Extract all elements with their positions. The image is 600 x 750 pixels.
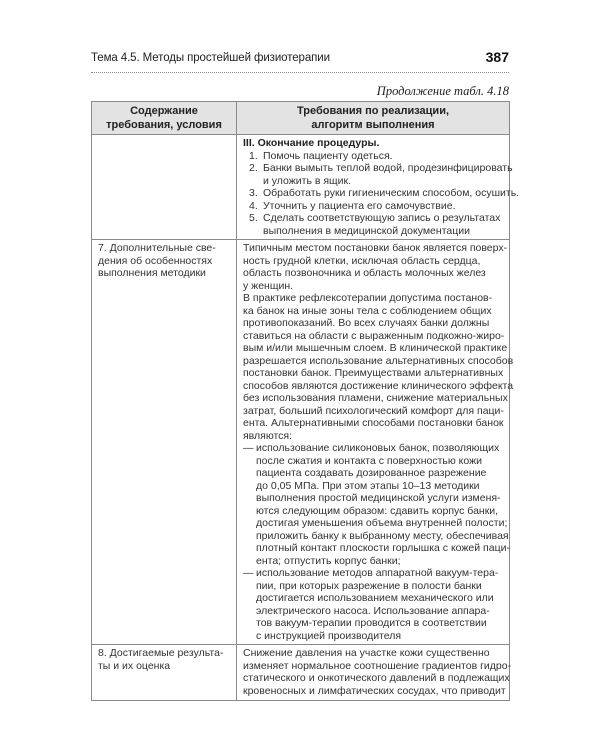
dash-list-item	[243, 529, 509, 543]
dash-marker	[243, 617, 256, 630]
list-item	[243, 150, 505, 163]
dash-item-text: пациента создавать дозированное разрежение	[256, 467, 487, 479]
header-col-algorithm	[237, 102, 510, 135]
paragraph-line: ка банок на иные зоны тела с соблюдением общих	[243, 304, 492, 317]
paragraph-line: область позвоночника и область молочных желез	[243, 267, 486, 279]
dash-marker: —	[243, 567, 254, 579]
list-item-text: Сделать соответствующую запись о результатах	[263, 212, 501, 224]
dash-item-text: с инструкцией производителя	[256, 629, 402, 642]
dash-list-item	[243, 542, 510, 555]
dash-marker	[243, 480, 256, 493]
stage-title: III. Окончание процедуры.	[243, 137, 380, 149]
paragraph-line: способов являются достижение клинического эффекта	[243, 379, 514, 392]
paragraph-line: ента. Альтернативными способами постановки банок	[243, 417, 504, 429]
list-item-number: 3.	[249, 187, 258, 199]
dash-list-item	[243, 505, 505, 518]
dash-marker	[243, 517, 256, 530]
list-item	[243, 187, 520, 200]
dash-marker	[243, 455, 256, 468]
paragraph-line: статического и онкотического давлений в подлежащих	[243, 672, 510, 684]
paragraph-line: затрат, больший психологический комфорт для паци-	[243, 404, 504, 417]
row-label-line: выполнения методики	[98, 267, 206, 279]
paragraph-line: без использования пламени, снижение материальных	[243, 392, 508, 404]
paragraph-line: разрешается использование альтернативных способов	[243, 354, 514, 367]
paragraph-line: В практике рефлексотерапии допустима постанов-	[243, 292, 493, 304]
page-number: 387	[485, 49, 509, 65]
list-item-number: 5.	[249, 212, 258, 224]
dash-marker: —	[243, 442, 254, 454]
paragraph-line: ставиться на области с выраженным подкожно-жиро-	[243, 329, 505, 342]
row-label-results	[92, 645, 237, 701]
dash-item-text: приложить банку к выбранному месту, обеспечивая	[256, 529, 509, 542]
row-content-completion	[237, 135, 520, 240]
table-row	[92, 240, 510, 645]
dash-marker	[243, 542, 256, 555]
table-row	[92, 135, 510, 240]
list-item	[243, 212, 505, 225]
dash-list-item	[243, 455, 505, 468]
dash-list-item	[243, 555, 505, 568]
list-item-number: 1.	[249, 149, 258, 162]
dash-marker	[243, 605, 256, 618]
numbered-list	[243, 149, 520, 238]
dash-list-item	[243, 467, 505, 480]
dash-marker	[243, 592, 256, 605]
dash-marker	[243, 492, 256, 505]
dash-item-text: использование силиконовых банок, позволяющих	[256, 442, 500, 454]
header-line: требования, условия	[106, 119, 222, 131]
paragraph-line: являются:	[243, 429, 293, 442]
dash-list-item	[243, 630, 505, 643]
row-label-additional-info	[92, 240, 237, 645]
dash-list-item	[243, 442, 505, 455]
list-item	[243, 200, 505, 213]
header-line: алгоритм выполнения	[311, 119, 435, 131]
paragraph-line: противопоказаний. Во всех случаях банки должны	[243, 317, 490, 329]
list-item-number: 2.	[249, 162, 258, 174]
dash-list-item	[243, 480, 505, 493]
list-item	[243, 225, 505, 238]
list-item-text: Банки вымыть теплой водой, продезинфицировать	[263, 162, 513, 174]
table-row	[92, 645, 510, 701]
dash-marker	[243, 467, 256, 480]
header-line: Содержание	[130, 105, 198, 117]
dash-marker	[243, 555, 256, 568]
paragraph-line: вым и/или мышечным слоем. В клинической практике	[243, 342, 508, 354]
list-item	[243, 175, 505, 188]
header-divider	[91, 72, 509, 73]
dash-marker	[243, 580, 256, 593]
list-item	[243, 162, 513, 175]
header-col-requirement	[92, 102, 237, 135]
dash-item-text: выполнения простой медицинской услуги изменя-	[256, 492, 501, 504]
paragraph-line: постановки банок. Преимуществами альтернативных	[243, 367, 504, 379]
dash-item-text: до 0,05 МПа. При этом этапы 10–13 методики	[256, 479, 480, 492]
paragraph-text	[243, 647, 512, 697]
dash-item-text: достигая уменьшения объема внутренней полости;	[256, 517, 508, 529]
dash-list-item	[243, 617, 505, 630]
row-label-line: ты и их оценка	[98, 659, 171, 672]
paragraph-text	[243, 242, 514, 442]
procedure-table	[91, 101, 520, 701]
paragraph-line: ность грудной клетки, исключая область сердца,	[243, 254, 481, 267]
dash-item-text: ются следующим образом: сдавить корпус банки,	[256, 504, 499, 517]
dash-list-item	[243, 580, 505, 593]
dash-item-text: пии, при которых разрежение в полости банки	[256, 579, 482, 592]
dash-list-item	[243, 517, 508, 530]
row-content-results	[237, 645, 510, 701]
table-continuation-label: Продолжение табл. 4.18	[376, 84, 509, 98]
dash-item-text: после сжатия и контакта с поверхностью кожи	[256, 454, 483, 467]
paragraph-line: у женщин.	[243, 279, 294, 292]
dash-item-text: электрического насоса. Использование аппара-	[256, 604, 490, 617]
list-item-text: Уточнить у пациента его самочувствие.	[263, 199, 456, 212]
row-label-empty	[92, 135, 237, 240]
dash-item-text: плотный контакт плоскости горлышка с кожей паци-	[256, 542, 510, 554]
row-label-line: дения об особенностях	[98, 254, 213, 267]
running-title: Тема 4.5. Методы простейшей физиотерапии	[91, 52, 330, 64]
row-label-line: 8. Достигаемые результа-	[98, 647, 224, 659]
dash-marker	[243, 630, 256, 643]
paragraph-line: Типичным местом постановки банок является поверх-	[243, 242, 508, 254]
row-label-line: 7. Дополнительные све-	[98, 242, 216, 254]
dash-list-item	[243, 567, 505, 580]
list-item-number	[243, 225, 263, 238]
list-item-text: и уложить в ящик.	[263, 174, 352, 187]
list-item-text: выполнения в медицинской документации	[263, 224, 470, 237]
dash-marker	[243, 505, 256, 518]
list-item-text: Обработать руки гигиеническим способом, осушить.	[263, 187, 520, 199]
dash-list-item	[243, 592, 505, 605]
dash-marker	[243, 530, 256, 543]
dash-list	[243, 442, 510, 642]
dash-item-text: использование методов аппаратной вакуум-тера-	[256, 567, 499, 579]
dash-list-item	[243, 605, 505, 618]
header-line: Требования по реализации,	[296, 105, 450, 117]
list-item-number	[243, 175, 263, 188]
dash-item-text: достигается использованием механического или	[256, 592, 494, 604]
table-header-row	[92, 102, 510, 135]
dash-list-item	[243, 492, 505, 505]
list-item-number: 4.	[249, 199, 258, 212]
paragraph-line: кровеносных и лимфатических сосудах, что приводит	[243, 684, 506, 697]
paragraph-line: Снижение давления на участке кожи существенно	[243, 647, 490, 659]
dash-item-text: тов вакуум-терапии проводится в соответствии	[256, 617, 487, 629]
paragraph-line: изменяет нормальное соотношение градиентов гидро-	[243, 659, 512, 672]
list-item-text: Помочь пациенту одеться.	[263, 149, 393, 162]
dash-item-text: ента; отпустить корпус банки;	[256, 554, 401, 567]
row-content-additional-info	[237, 240, 514, 645]
